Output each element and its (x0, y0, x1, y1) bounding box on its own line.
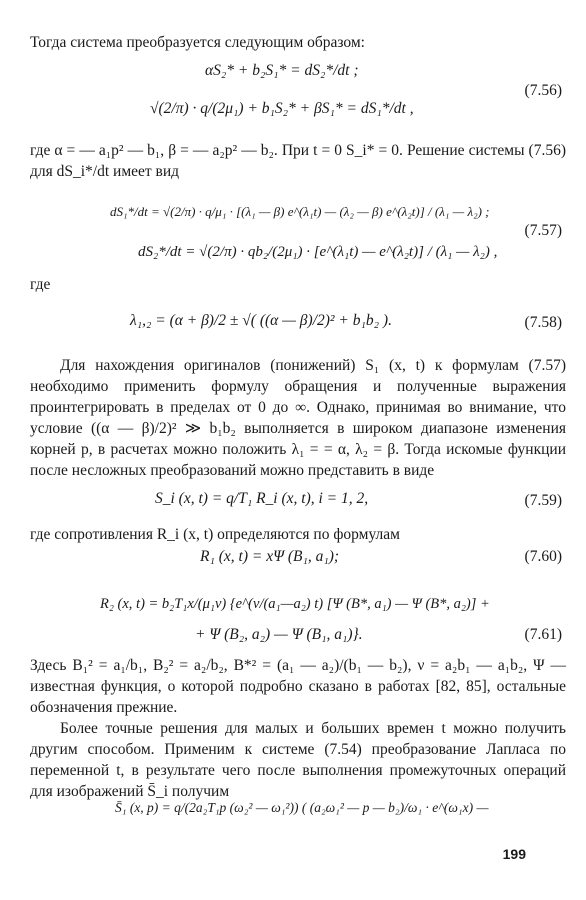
paragraph-solution-intro: где α = — a₁p² — b₁, β = — a₂p² — b₂. При t = 0 S_i* = 0. Решение системы (7.56) для dS_i*/dt имеет вид (30, 142, 566, 180)
equation-number-7-59: (7.59) (524, 492, 562, 509)
text-line-intro: Тогда система преобразуется следующим образом: (30, 34, 365, 51)
text-where: где (30, 276, 51, 293)
paragraph-laplace: Более точные решения для малых и больших времен t можно получить другим способом. Применим к системе (7.54) преобразование Лапласа по переменной t, в результате чего после выполнения промежуточных операций для изображений S̄_i получим (30, 720, 566, 800)
equation-7-57-row2: dS₂*/dt = √(2/π) · qb₂/(2μ₁) · [e^(λ₁t) — e^(λ₂t)] / (λ₁ — λ₂) , (138, 244, 498, 260)
equation-7-61-row2: + Ψ (B₂, a₂) — Ψ (B₁, a₁)}. (195, 626, 363, 643)
equation-number-7-58: (7.58) (524, 314, 562, 331)
equation-laplace-image: S̄₁ (x, p) = q/(2a₂T₁p (ω₂² — ω₁²)) ( (a₂ω₁² — p — b₂)/ω₁ · e^(ω₁x) — (115, 800, 489, 815)
equation-number-7-60: (7.60) (524, 548, 562, 565)
page-number: 199 (502, 846, 526, 862)
equation-7-57-row1: dS₁*/dt = √(2/π) · q/μ₁ · [(λ₁ — β) e^(λ₁t) — (λ₂ — β) e^(λ₂t)] / (λ₁ — λ₂) ; (110, 204, 490, 219)
equation-number-7-57: (7.57) (524, 222, 562, 239)
equation-7-58-body: λ₁,₂ = (α + β)/2 ± √( ((α — β)/2)² + b₁b₂ ). (130, 312, 392, 329)
equation-7-56-row2: √(2/π) · q/(2μ₁) + b₁S₂* + βS₁* = dS₁*/dt , (150, 100, 414, 117)
equation-7-56-row1: αS₂* + b₂S₁* = dS₂*/dt ; (205, 62, 359, 79)
equation-number-7-56: (7.56) (524, 82, 562, 99)
equation-7-61-row1: R₂ (x, t) = b₂T₁x/(μ₁ν) {e^(ν/(a₁—a₂) t) [Ψ (B*, a₁) — Ψ (B*, a₂)] + (100, 596, 490, 612)
equation-7-60-body: R₁ (x, t) = xΨ (B₁, a₁); (200, 548, 340, 565)
equation-number-7-61: (7.61) (524, 626, 562, 643)
equation-7-59-body: S_i (x, t) = q/T₁ R_i (x, t), i = 1, 2, (155, 490, 369, 507)
paragraph-originals: Для нахождения оригиналов (понижений) S₁ (x, t) к формулам (7.57) необходимо применить формулу обращения и полученные выражения проинтегрировать в пределах от 0 до ∞. Однако, принимая во внимание, что условие ((α — β)/2)² ≫ b₁b₂ выполняется в широком диапазоне изменения корней p, в расчетах можно положить λ₁ = = α, λ₂ = β. Тогда искомые функции после несложных преобразований можно представить в виде (30, 357, 566, 479)
text-resistances: где сопротивления R_i (x, t) определяются по формулам (30, 526, 400, 543)
paragraph-notation: Здесь B₁² = a₁/b₁, B₂² = a₂/b₂, B*² = (a₁ — a₂)/(b₁ — b₂), ν = a₂b₁ — a₁b₂, Ψ — известная функция, о которой подробно сказано в работах [82, 85], остальные обозначения прежние. (30, 657, 566, 716)
